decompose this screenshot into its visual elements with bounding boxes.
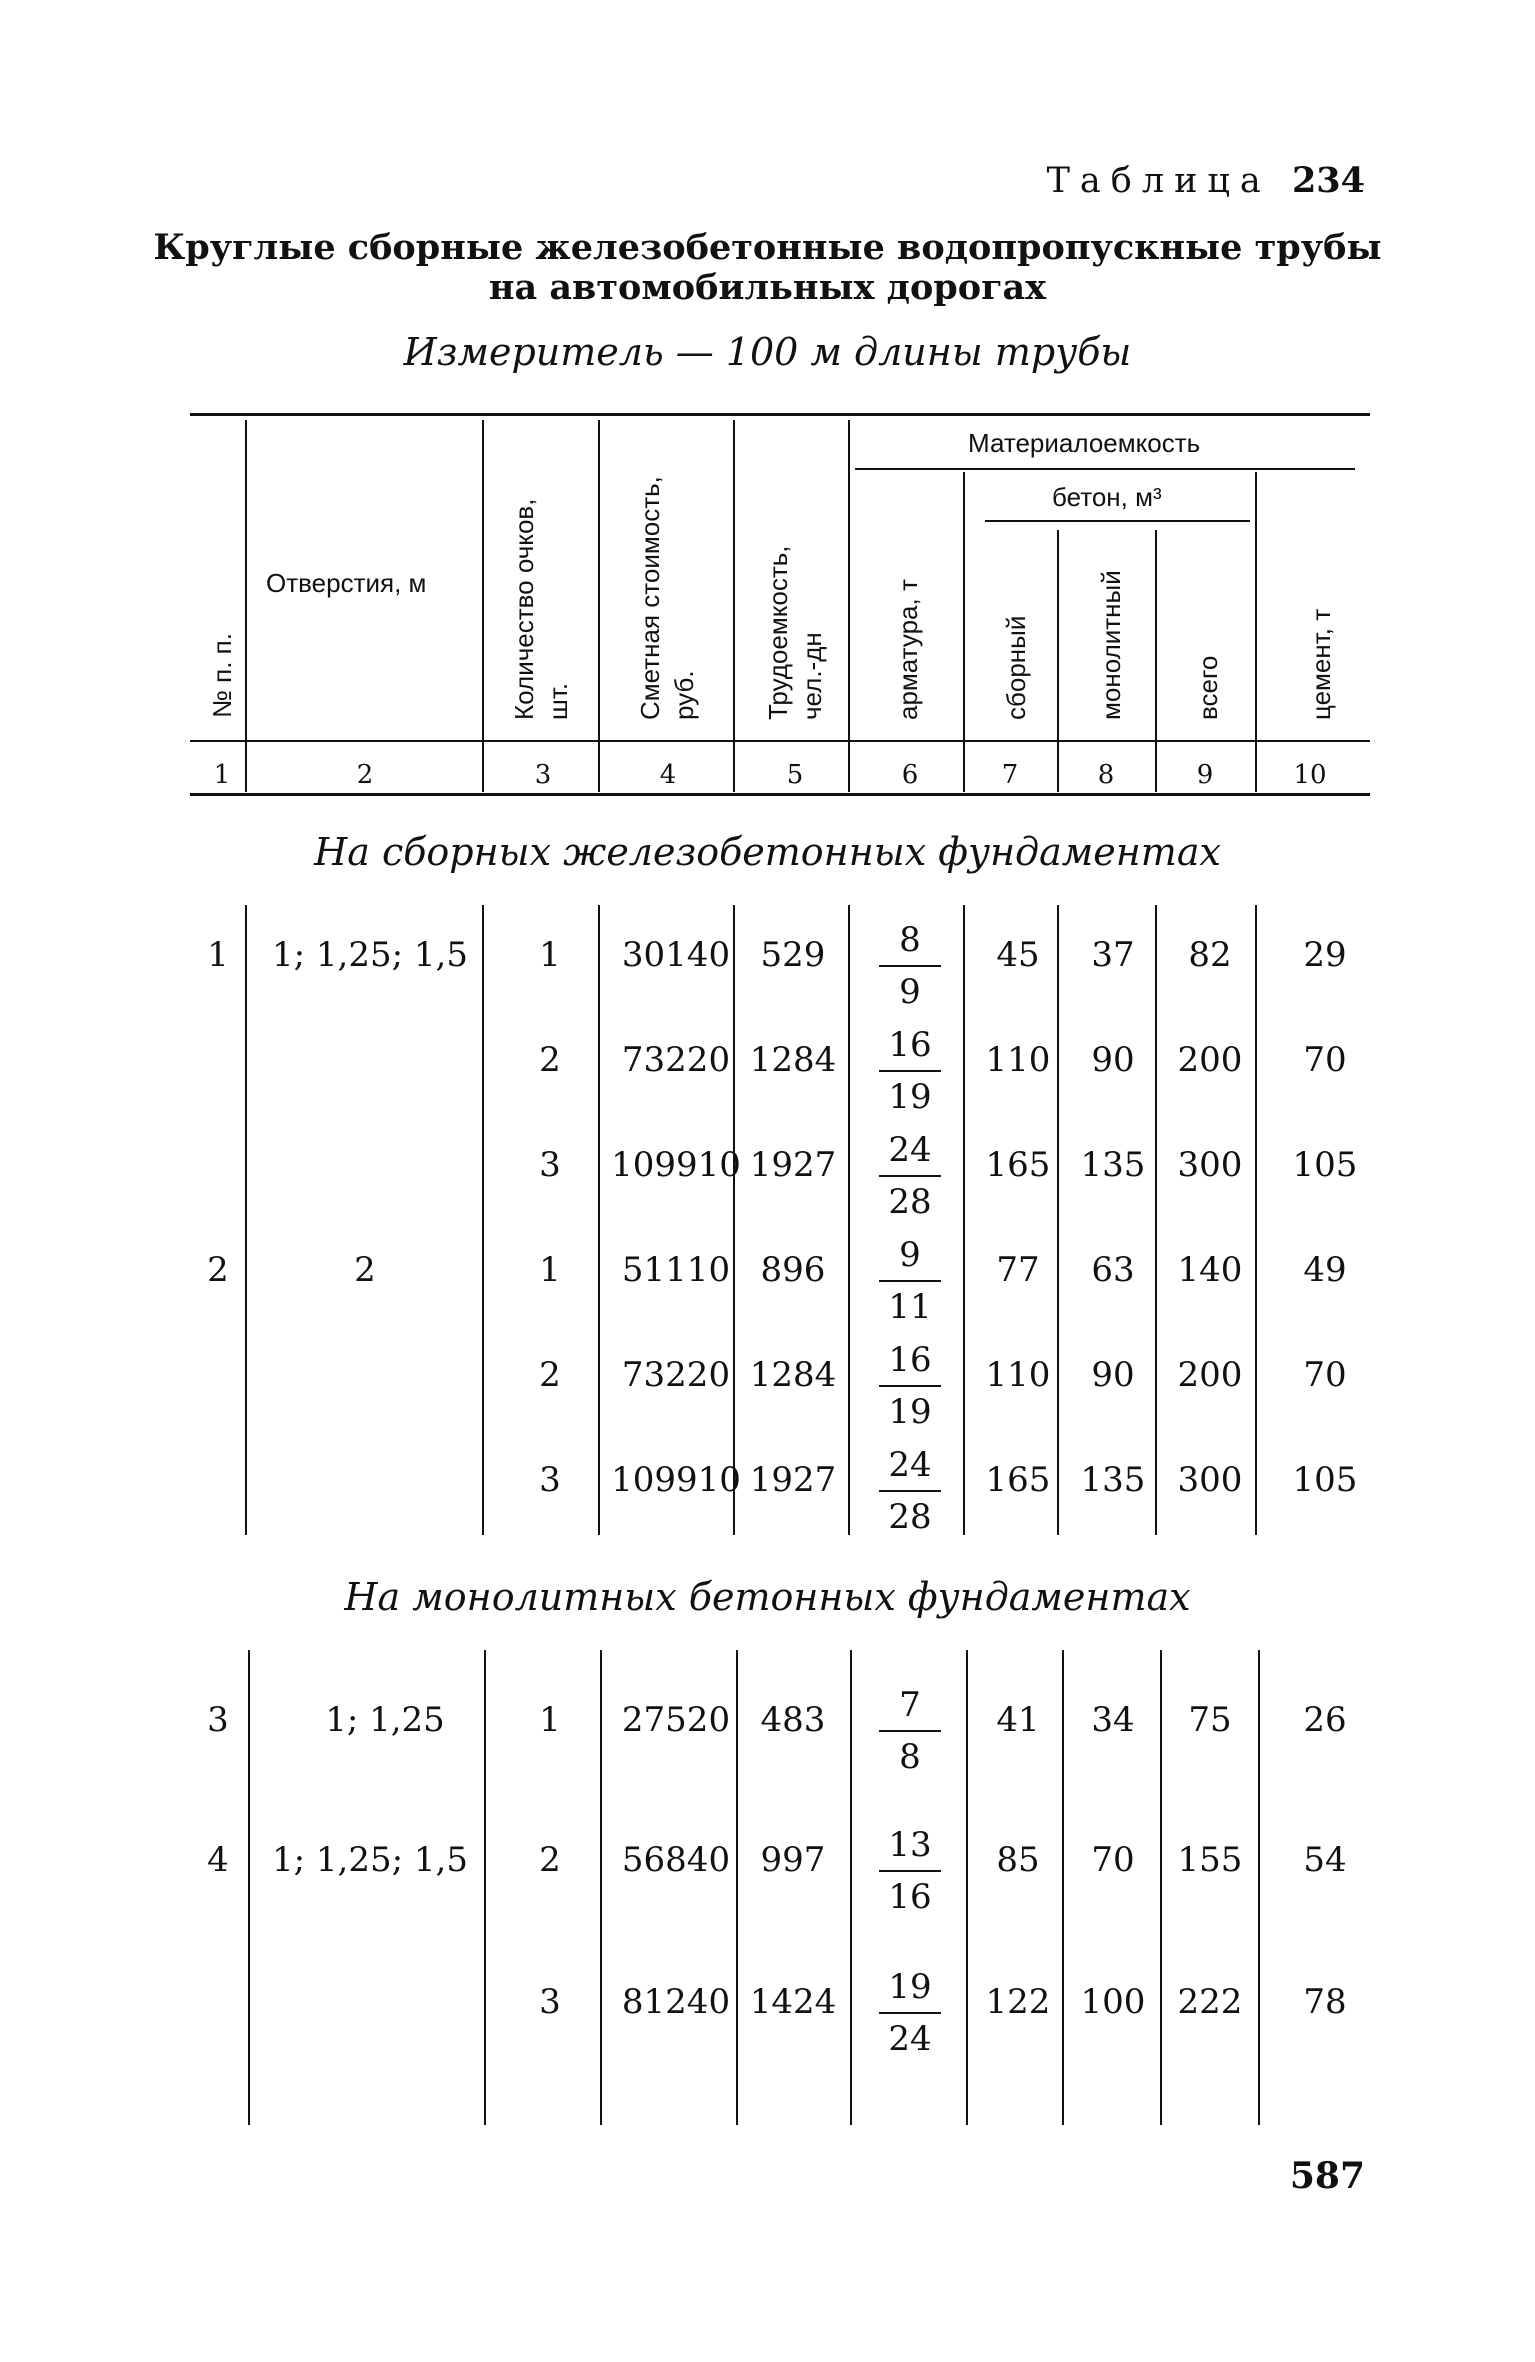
title-line-1: Круглые сборные железобетонные водопропускные трубы xyxy=(153,227,1382,268)
rebar-bottom: 28 xyxy=(888,1497,932,1537)
table-title xyxy=(0,228,1535,308)
body-divider xyxy=(245,905,247,1535)
rebar-fraction xyxy=(875,1022,945,1120)
header-divider xyxy=(1155,530,1157,792)
total-concrete-cell: 155 xyxy=(1177,1840,1243,1880)
opening-cell: 1; 1,25; 1,5 xyxy=(272,1840,468,1880)
row-number: 4 xyxy=(207,1840,229,1880)
header-bottom-rule xyxy=(190,740,1370,742)
eyes-cell: 3 xyxy=(539,1145,561,1185)
fraction-bar xyxy=(879,1070,941,1072)
rebar-top: 7 xyxy=(899,1685,921,1725)
rebar-bottom: 19 xyxy=(888,1392,932,1432)
rebar-bottom: 8 xyxy=(899,1737,921,1777)
header-labor-a: Трудоемкость, xyxy=(763,545,793,720)
rebar-top: 9 xyxy=(899,1235,921,1275)
body-divider xyxy=(850,1650,852,2125)
total-concrete-cell: 140 xyxy=(1177,1250,1243,1290)
monolithic-concrete-cell: 90 xyxy=(1091,1040,1135,1080)
column-number: 7 xyxy=(1001,760,1019,790)
header-concrete: бетон, м³ xyxy=(1052,482,1162,512)
total-concrete-cell: 200 xyxy=(1177,1355,1243,1395)
eyes-cell: 2 xyxy=(539,1355,561,1395)
section-heading-1: На сборных железобетонных фундаментах xyxy=(314,830,1221,874)
fraction-bar xyxy=(879,1385,941,1387)
column-number: 3 xyxy=(534,760,552,790)
body-divider xyxy=(482,905,484,1535)
header-material: Материалоемкость xyxy=(968,428,1201,458)
labor-cell: 1424 xyxy=(749,1982,837,2022)
monolithic-concrete-cell: 63 xyxy=(1091,1250,1135,1290)
row-number: 1 xyxy=(207,935,229,975)
rebar-top: 24 xyxy=(888,1130,932,1170)
labor-cell: 529 xyxy=(760,935,826,975)
header-total: всего xyxy=(1193,655,1223,720)
cost-cell: 56840 xyxy=(621,1840,731,1880)
fraction-bar xyxy=(879,965,941,967)
cost-cell: 81240 xyxy=(621,1982,731,2022)
labor-cell: 997 xyxy=(760,1840,826,1880)
eyes-cell: 1 xyxy=(539,1700,561,1740)
cost-cell: 27520 xyxy=(621,1700,731,1740)
monolithic-concrete-cell: 37 xyxy=(1091,935,1135,975)
table-top-rule xyxy=(190,413,1370,416)
prefab-concrete-cell: 77 xyxy=(996,1250,1040,1290)
total-concrete-cell: 300 xyxy=(1177,1145,1243,1185)
monolithic-concrete-cell: 135 xyxy=(1080,1145,1146,1185)
body-divider xyxy=(733,905,735,1535)
prefab-concrete-cell: 41 xyxy=(996,1700,1040,1740)
monolithic-concrete-cell: 100 xyxy=(1080,1982,1146,2022)
header-cost-a: Сметная стоимость, xyxy=(635,476,665,720)
total-concrete-cell: 222 xyxy=(1177,1982,1243,2022)
labor-cell: 1284 xyxy=(749,1040,837,1080)
rebar-bottom: 9 xyxy=(899,972,921,1012)
row-number: 2 xyxy=(207,1250,229,1290)
header-divider xyxy=(482,420,484,792)
column-number: 9 xyxy=(1196,760,1214,790)
fraction-bar xyxy=(879,1175,941,1177)
fraction-bar xyxy=(879,1280,941,1282)
header-number: № п. п. xyxy=(207,633,237,718)
fraction-bar xyxy=(879,2012,941,2014)
body-divider xyxy=(1155,905,1157,1535)
monolithic-concrete-cell: 90 xyxy=(1091,1355,1135,1395)
column-number: 1 xyxy=(213,760,231,790)
cement-cell: 49 xyxy=(1303,1250,1347,1290)
total-concrete-cell: 82 xyxy=(1188,935,1232,975)
fraction-bar xyxy=(879,1730,941,1732)
opening-cell: 1; 1,25; 1,5 xyxy=(272,935,468,975)
body-divider xyxy=(1258,1650,1260,2125)
header-prefab: сборный xyxy=(1001,615,1031,720)
cement-cell: 105 xyxy=(1292,1460,1358,1500)
rebar-top: 8 xyxy=(899,920,921,960)
colnum-bottom-rule xyxy=(190,793,1370,796)
header-divider xyxy=(1057,530,1059,792)
fraction-bar xyxy=(879,1490,941,1492)
body-divider xyxy=(248,1650,250,2125)
cost-cell: 73220 xyxy=(621,1355,731,1395)
header-monolithic: монолитный xyxy=(1096,570,1126,720)
eyes-cell: 1 xyxy=(539,1250,561,1290)
column-number: 8 xyxy=(1097,760,1115,790)
total-concrete-cell: 75 xyxy=(1188,1700,1232,1740)
title-line-2: на автомобильных дорогах xyxy=(488,267,1047,308)
concrete-rule xyxy=(985,520,1250,522)
cement-cell: 26 xyxy=(1303,1700,1347,1740)
header-divider xyxy=(848,420,850,792)
prefab-concrete-cell: 85 xyxy=(996,1840,1040,1880)
column-number: 4 xyxy=(659,760,677,790)
eyes-cell: 3 xyxy=(539,1460,561,1500)
monolithic-concrete-cell: 34 xyxy=(1091,1700,1135,1740)
total-concrete-cell: 200 xyxy=(1177,1040,1243,1080)
body-divider xyxy=(1057,905,1059,1535)
header-divider xyxy=(245,420,247,792)
rebar-fraction xyxy=(875,1964,945,2062)
rebar-top: 16 xyxy=(888,1340,932,1380)
cement-cell: 105 xyxy=(1292,1145,1358,1185)
header-rebar: арматура, т xyxy=(893,579,923,720)
monolithic-concrete-cell: 135 xyxy=(1080,1460,1146,1500)
rebar-top: 13 xyxy=(888,1825,932,1865)
labor-cell: 483 xyxy=(760,1700,826,1740)
labor-cell: 1284 xyxy=(749,1355,837,1395)
rebar-bottom: 28 xyxy=(888,1182,932,1222)
header-eyes-b: шт. xyxy=(543,682,573,720)
column-number: 2 xyxy=(356,760,374,790)
cement-cell: 78 xyxy=(1303,1982,1347,2022)
header-divider xyxy=(598,420,600,792)
prefab-concrete-cell: 165 xyxy=(985,1145,1051,1185)
labor-cell: 1927 xyxy=(749,1460,837,1500)
rebar-fraction xyxy=(875,917,945,1015)
table-label-word: Таблица xyxy=(1046,161,1271,201)
header-openings: Отверстия, м xyxy=(266,568,427,598)
body-divider xyxy=(963,905,965,1535)
section-heading-2: На монолитных бетонных фундаментах xyxy=(344,1575,1191,1619)
body-divider xyxy=(1160,1650,1162,2125)
cement-cell: 70 xyxy=(1303,1355,1347,1395)
prefab-concrete-cell: 110 xyxy=(985,1355,1051,1395)
rebar-top: 19 xyxy=(888,1967,932,2007)
cement-cell: 29 xyxy=(1303,935,1347,975)
header-divider xyxy=(733,420,735,792)
rebar-top: 24 xyxy=(888,1445,932,1485)
eyes-cell: 3 xyxy=(539,1982,561,2022)
page-number: 587 xyxy=(1289,2155,1365,2197)
body-divider xyxy=(600,1650,602,2125)
rebar-fraction xyxy=(875,1442,945,1540)
body-divider xyxy=(966,1650,968,2125)
rebar-fraction xyxy=(875,1127,945,1225)
body-divider xyxy=(736,1650,738,2125)
body-divider xyxy=(598,905,600,1535)
eyes-cell: 2 xyxy=(539,1840,561,1880)
cement-cell: 54 xyxy=(1303,1840,1347,1880)
header-divider xyxy=(1255,472,1257,792)
eyes-cell: 1 xyxy=(539,935,561,975)
rebar-fraction xyxy=(875,1682,945,1780)
total-concrete-cell: 300 xyxy=(1177,1460,1243,1500)
rebar-bottom: 24 xyxy=(888,2019,932,2059)
header-labor-b: чел.-дн xyxy=(797,632,827,720)
cost-cell: 51110 xyxy=(621,1250,731,1290)
rebar-bottom: 11 xyxy=(888,1287,932,1327)
header-cement: цемент, т xyxy=(1306,608,1336,720)
table-number: 234 xyxy=(1291,160,1365,201)
body-divider xyxy=(848,905,850,1535)
body-divider xyxy=(484,1650,486,2125)
opening-cell: 2 xyxy=(354,1250,376,1290)
column-number: 6 xyxy=(901,760,919,790)
column-number: 10 xyxy=(1293,760,1327,790)
rebar-fraction xyxy=(875,1337,945,1435)
rebar-bottom: 16 xyxy=(888,1877,932,1917)
rebar-fraction xyxy=(875,1822,945,1920)
monolithic-concrete-cell: 70 xyxy=(1091,1840,1135,1880)
fraction-bar xyxy=(879,1870,941,1872)
material-rule xyxy=(855,468,1355,470)
prefab-concrete-cell: 45 xyxy=(996,935,1040,975)
prefab-concrete-cell: 165 xyxy=(985,1460,1051,1500)
cement-cell: 70 xyxy=(1303,1040,1347,1080)
cost-cell: 30140 xyxy=(621,935,731,975)
labor-cell: 896 xyxy=(760,1250,826,1290)
rebar-fraction xyxy=(875,1232,945,1330)
cost-cell: 109910 xyxy=(611,1460,741,1500)
rebar-top: 16 xyxy=(888,1025,932,1065)
row-number: 3 xyxy=(207,1700,229,1740)
header-eyes-a: Количество очков, xyxy=(509,498,539,720)
labor-cell: 1927 xyxy=(749,1145,837,1185)
table-label xyxy=(1047,160,1365,201)
cost-cell: 73220 xyxy=(621,1040,731,1080)
body-divider xyxy=(1255,905,1257,1535)
prefab-concrete-cell: 110 xyxy=(985,1040,1051,1080)
body-divider xyxy=(1062,1650,1064,2125)
header-divider xyxy=(963,472,965,792)
prefab-concrete-cell: 122 xyxy=(985,1982,1051,2022)
cost-cell: 109910 xyxy=(611,1145,741,1185)
header-cost-b: руб. xyxy=(669,670,699,720)
rebar-bottom: 19 xyxy=(888,1077,932,1117)
column-number: 5 xyxy=(786,760,804,790)
measure-unit: Измеритель — 100 м длины трубы xyxy=(403,330,1132,374)
eyes-cell: 2 xyxy=(539,1040,561,1080)
opening-cell: 1; 1,25 xyxy=(325,1700,445,1740)
